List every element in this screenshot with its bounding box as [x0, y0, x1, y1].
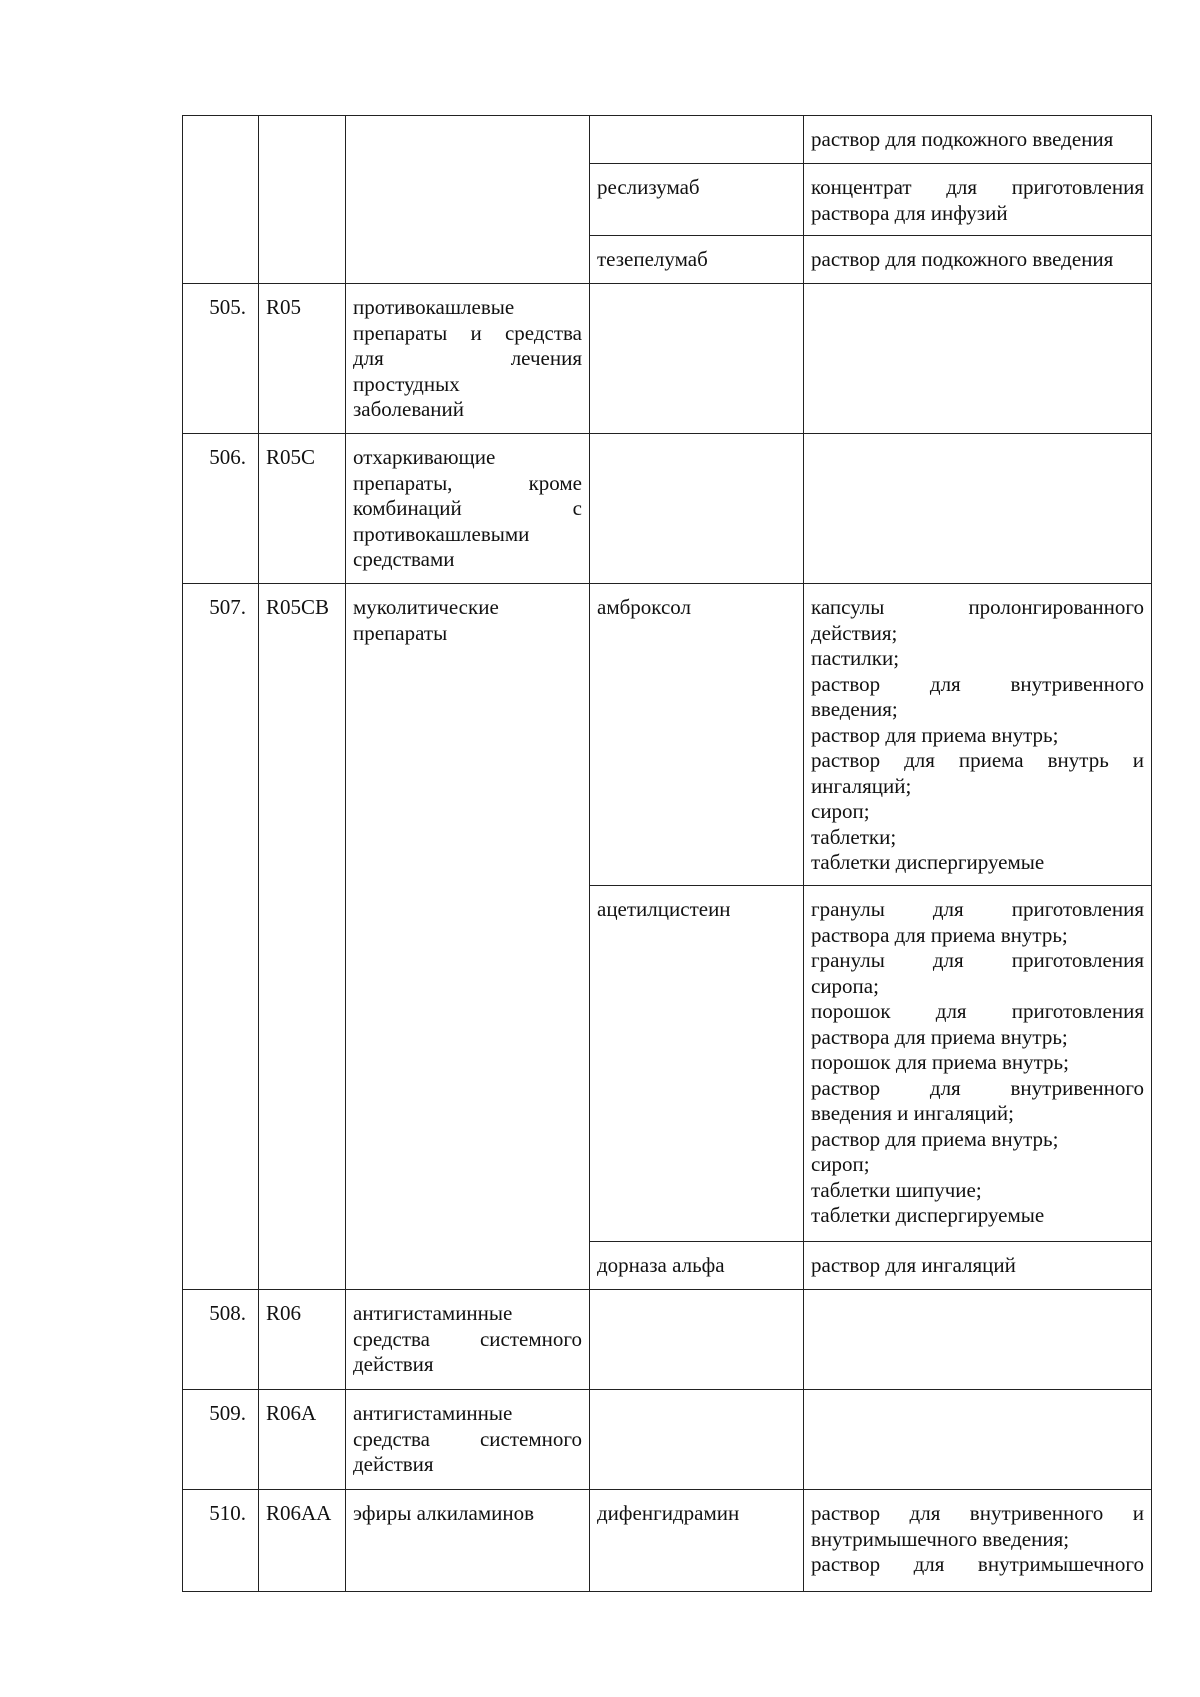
- form-line: концентрат для приготовления: [811, 175, 1144, 199]
- inn-cell: дорназа альфа: [590, 1242, 804, 1290]
- forms-cell: [804, 434, 1152, 584]
- group-line: комбинаций с: [353, 496, 582, 520]
- form-line: гранулы для приготовления: [811, 897, 1144, 921]
- inn-cell: [590, 1390, 804, 1490]
- group-cell: [346, 584, 590, 1290]
- form-line: раствор для внутримышечного: [811, 1552, 1144, 1576]
- row-number-cell: 505.: [183, 284, 259, 434]
- group-line: антигистаминные: [353, 1301, 513, 1325]
- group-line: эфиры алкиламинов: [353, 1501, 535, 1525]
- group-line: действия: [353, 1452, 434, 1476]
- form-line: порошок для приема внутрь;: [811, 1050, 1069, 1074]
- row-number-cell: [183, 116, 259, 284]
- form-line: внутримышечного введения;: [811, 1526, 1070, 1551]
- table-row: [183, 1490, 1152, 1592]
- form-line: раствора для инфузий: [811, 200, 1008, 225]
- inn-cell: ацетилцистеин: [590, 886, 804, 1242]
- drug-table: [182, 115, 1152, 1592]
- inn-cell: [590, 284, 804, 434]
- form-line: гранулы для приготовления: [811, 948, 1144, 972]
- form-line: раствор для подкожного введения: [811, 247, 1114, 271]
- form-line: раствор для приема внутрь;: [811, 722, 1059, 747]
- group-line: заболеваний: [353, 397, 464, 421]
- row-number-cell: 508.: [183, 1290, 259, 1390]
- forms-cell: [804, 284, 1152, 434]
- form-line: порошок для приготовления: [811, 999, 1144, 1023]
- form-line: действия;: [811, 620, 898, 645]
- group-line: муколитические: [353, 595, 499, 619]
- form-line: раствор для ингаляций: [811, 1253, 1016, 1277]
- forms-cell: [804, 584, 1152, 886]
- forms-cell: [804, 886, 1152, 1242]
- group-line: антигистаминные: [353, 1401, 513, 1425]
- group-line: препараты, кроме: [353, 470, 582, 495]
- inn-cell: дифенгидрамин: [590, 1490, 804, 1592]
- form-line: таблетки;: [811, 824, 897, 849]
- group-cell: [346, 434, 590, 584]
- form-line: раствор для внутривенного: [811, 671, 1144, 696]
- group-line: для лечения: [353, 346, 582, 370]
- inn-cell: [590, 1290, 804, 1390]
- form-line: введения;: [811, 697, 898, 721]
- forms-cell: [804, 1242, 1152, 1290]
- atc-code-cell: [259, 116, 346, 284]
- inn-cell: реслизумаб: [590, 164, 804, 236]
- form-line: раствор для внутривенного и: [811, 1501, 1144, 1525]
- form-line: введения и ингаляций;: [811, 1101, 1014, 1125]
- group-line: средства системного: [353, 1326, 582, 1351]
- atc-code-cell: R06A: [259, 1390, 346, 1490]
- form-line: капсулы пролонгированного: [811, 595, 1144, 619]
- inn-cell: тезепелумаб: [590, 236, 804, 284]
- table-row: [183, 284, 1152, 434]
- group-cell: [346, 1490, 590, 1592]
- forms-cell: [804, 164, 1152, 236]
- form-line: раствора для приема внутрь;: [811, 1024, 1068, 1049]
- inn-cell: [590, 116, 804, 164]
- forms-cell: [804, 236, 1152, 284]
- group-cell: [346, 1290, 590, 1390]
- atc-code-cell: R05C: [259, 434, 346, 584]
- form-line: раствор для подкожного введения: [811, 127, 1114, 151]
- atc-code-cell: R05: [259, 284, 346, 434]
- forms-cell: [804, 1390, 1152, 1490]
- form-line: таблетки диспергируемые: [811, 1203, 1045, 1227]
- group-line: простудных: [353, 371, 460, 396]
- inn-cell: [590, 434, 804, 584]
- group-line: препараты и средства: [353, 320, 582, 345]
- table-row: [183, 1290, 1152, 1390]
- form-line: раствор для внутривенного: [811, 1075, 1144, 1100]
- forms-cell: [804, 1290, 1152, 1390]
- table-row: [183, 1390, 1152, 1490]
- group-line: средствами: [353, 547, 455, 571]
- group-line: средства системного: [353, 1426, 582, 1451]
- forms-cell: [804, 116, 1152, 164]
- group-cell: [346, 1390, 590, 1490]
- form-line: таблетки шипучие;: [811, 1177, 982, 1202]
- row-number-cell: 507.: [183, 584, 259, 1290]
- form-line: раствор для приема внутрь и: [811, 748, 1144, 772]
- form-line: сиропа;: [811, 973, 879, 998]
- group-line: отхаркивающие: [353, 445, 496, 469]
- group-line: противокашлевыми: [353, 521, 530, 546]
- table-row: [183, 584, 1152, 886]
- form-line: раствор для приема внутрь;: [811, 1126, 1059, 1151]
- form-line: таблетки диспергируемые: [811, 850, 1045, 874]
- atc-code-cell: R06: [259, 1290, 346, 1390]
- form-line: раствора для приема внутрь;: [811, 922, 1068, 947]
- table-row: [183, 434, 1152, 584]
- row-number-cell: 506.: [183, 434, 259, 584]
- group-cell: [346, 116, 590, 284]
- forms-cell: [804, 1490, 1152, 1592]
- form-line: пастилки;: [811, 646, 900, 670]
- group-line: действия: [353, 1352, 434, 1376]
- atc-code-cell: R06AA: [259, 1490, 346, 1592]
- row-number-cell: 509.: [183, 1390, 259, 1490]
- inn-cell: амброксол: [590, 584, 804, 886]
- group-cell: [346, 284, 590, 434]
- group-line: противокашлевые: [353, 295, 515, 319]
- form-line: сироп;: [811, 799, 870, 823]
- row-number-cell: 510.: [183, 1490, 259, 1592]
- form-line: сироп;: [811, 1152, 870, 1176]
- table-row: [183, 116, 1152, 164]
- form-line: ингаляций;: [811, 773, 912, 798]
- atc-code-cell: R05CB: [259, 584, 346, 1290]
- group-line: препараты: [353, 620, 448, 645]
